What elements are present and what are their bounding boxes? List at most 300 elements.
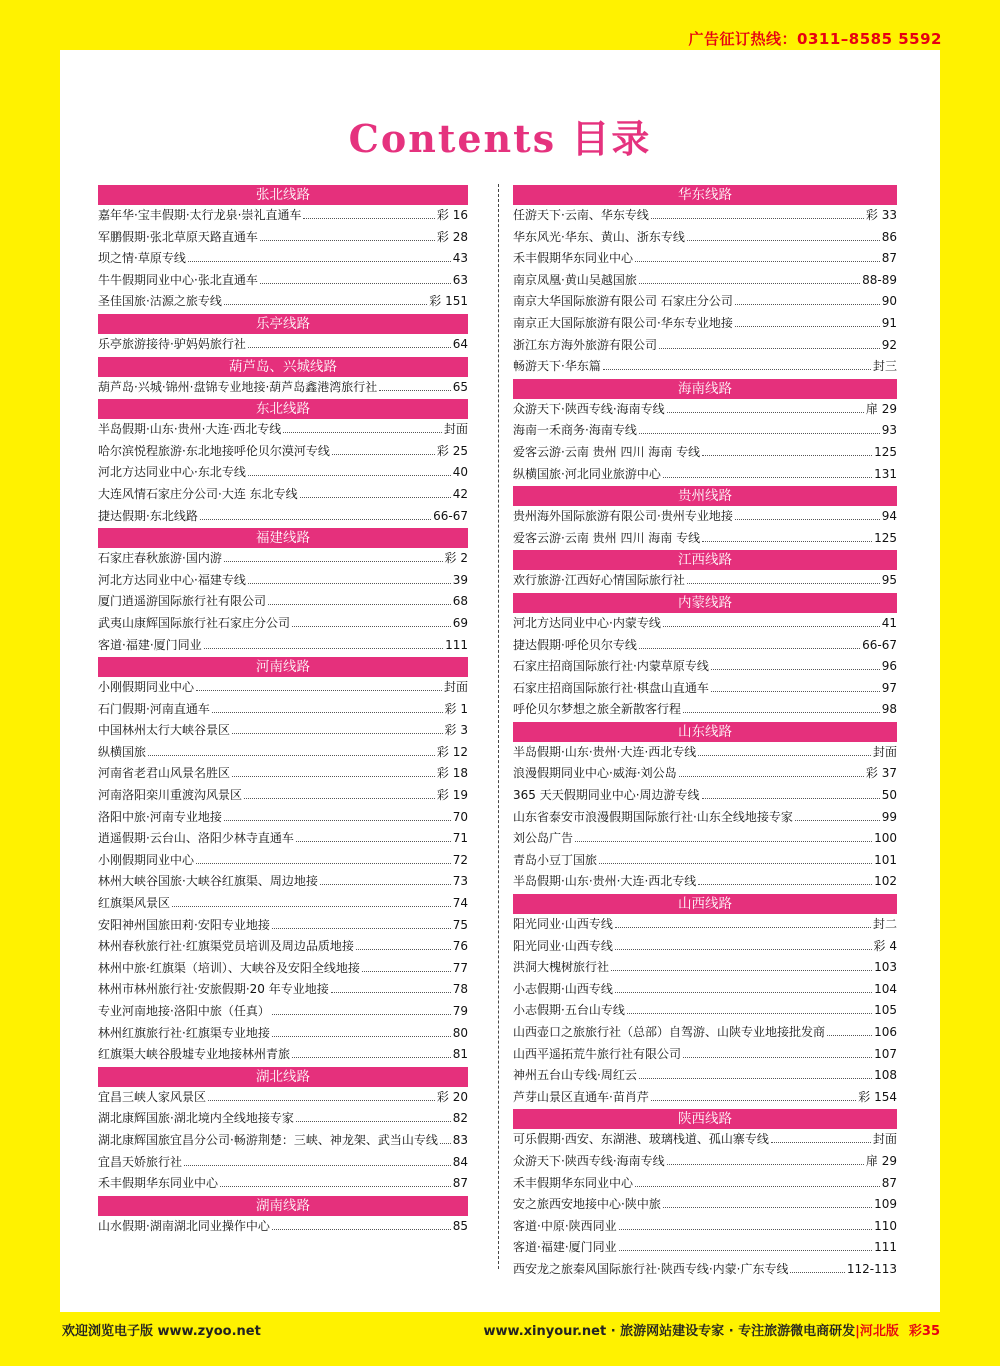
toc-entry-page: 42 [452, 486, 468, 501]
toc-entry-page: 63 [452, 272, 468, 287]
section-header: 乐亭线路 [98, 314, 468, 334]
toc-entry[interactable] [513, 313, 897, 335]
section-header: 湖北线路 [98, 1067, 468, 1087]
toc-entry-name: 禾丰假期华东同业中心 [98, 1176, 219, 1191]
dot-leader [440, 1143, 451, 1144]
toc-entry-page: 彩 37 [865, 766, 897, 781]
toc-entry-name: 纵横国旅 [98, 744, 147, 759]
toc-entry[interactable] [98, 334, 468, 356]
dot-leader [619, 1250, 872, 1251]
toc-entry-name: 哈尔滨悦程旅游·东北地接呼伦贝尔漠河专线 [98, 443, 330, 458]
toc-entry[interactable] [513, 914, 897, 936]
toc-entry-name: 客道·福建·厦门同业 [98, 637, 202, 652]
toc-entry[interactable] [513, 1259, 897, 1281]
toc-entry-page: 73 [452, 874, 468, 889]
toc-entry-page: 彩 2 [444, 551, 468, 566]
toc-entry-name: 专业河南地接·洛阳中旅（任真） [98, 1004, 270, 1018]
toc-entry[interactable] [513, 1216, 897, 1238]
dot-leader [735, 326, 880, 327]
section-header: 海南线路 [513, 379, 897, 399]
section-header: 东北线路 [98, 399, 468, 419]
dot-leader [639, 1078, 872, 1079]
toc-entry-name: 阳光同业·山西专线 [513, 938, 613, 953]
dot-leader [260, 240, 435, 241]
dot-leader [292, 1057, 451, 1058]
dot-leader [619, 1229, 872, 1230]
dot-leader [603, 369, 871, 370]
dot-leader [248, 475, 451, 476]
toc-entry-page: 105 [874, 1003, 897, 1018]
toc-entry[interactable] [513, 656, 897, 678]
toc-entry[interactable] [98, 979, 468, 1001]
toc-entry-page: 彩 19 [436, 788, 468, 803]
toc-entry[interactable] [98, 248, 468, 270]
toc-entry[interactable] [98, 1001, 468, 1023]
toc-entry[interactable] [98, 958, 468, 980]
dot-leader [300, 497, 451, 498]
toc-entry[interactable] [98, 763, 468, 785]
toc-entry[interactable] [98, 828, 468, 850]
toc-entry-page: 66-67 [433, 508, 468, 523]
section-header: 山西线路 [513, 894, 897, 914]
toc-entry[interactable] [98, 1108, 468, 1130]
toc-entry-name: 牛牛假期同业中心·张北直通车 [98, 272, 258, 287]
toc-entry-page: 68 [452, 594, 468, 609]
toc-entry[interactable] [98, 699, 468, 721]
toc-entry-page: 扉 29 [865, 1153, 897, 1168]
toc-entry[interactable] [513, 1087, 897, 1109]
toc-entry-page: 98 [881, 702, 897, 717]
toc-entry-name: 军鹏假期·张北草原天路直通车 [98, 229, 258, 244]
toc-entry-name: 南京大华国际旅游有限公司 石家庄分公司 [513, 294, 733, 309]
toc-entry-name: 厦门逍遥游国际旅行社有限公司 [98, 594, 267, 609]
toc-entry-name: 林州红旗旅行社·红旗渠专业地接 [98, 1025, 270, 1040]
toc-entry-page: 69 [452, 615, 468, 630]
contents-page [60, 50, 940, 1312]
toc-entry[interactable] [513, 785, 897, 807]
toc-entry-page: 102 [874, 874, 897, 889]
toc-entry[interactable] [513, 270, 897, 292]
dot-leader [272, 1229, 451, 1230]
dot-leader [356, 949, 451, 950]
toc-entry-page: 彩 18 [436, 766, 468, 781]
footer-page-number: 彩35 [908, 1324, 940, 1339]
toc-entry-name: 中国林州太行大峡谷景区 [98, 723, 231, 738]
toc-entry-page: 40 [452, 465, 468, 480]
toc-entry[interactable] [98, 893, 468, 915]
toc-entry-name: 河北方达同业中心·内蒙专线 [513, 615, 661, 630]
dot-leader [220, 1186, 451, 1187]
dot-leader [702, 541, 872, 542]
dot-leader [702, 798, 880, 799]
toc-entry-page: 90 [881, 294, 897, 309]
toc-entry-name: 欢行旅游·江西好心情国际旅行社 [513, 573, 685, 588]
toc-entry-page: 108 [874, 1068, 897, 1083]
toc-entry[interactable] [98, 1173, 468, 1195]
dot-leader [208, 1100, 435, 1101]
dot-leader [615, 949, 872, 950]
dot-leader [272, 1014, 451, 1015]
dot-leader [683, 1057, 872, 1058]
toc-entry-name: 客道·福建·厦门同业 [513, 1240, 617, 1255]
toc-entry-name: 半岛假期·山东·贵州·大连·西北专线 [98, 422, 282, 437]
toc-entry-page: 83 [452, 1132, 468, 1147]
toc-entry[interactable] [513, 399, 897, 421]
dot-leader [679, 776, 864, 777]
toc-entry[interactable] [98, 785, 468, 807]
toc-entry-page: 彩 33 [865, 208, 897, 222]
toc-entry[interactable] [513, 613, 897, 635]
toc-entry-name: 河南洛阳栾川重渡沟风景区 [98, 788, 243, 803]
toc-entry-page: 87 [452, 1176, 468, 1191]
dot-leader [196, 863, 451, 864]
toc-entry[interactable] [98, 1044, 468, 1066]
dot-leader [735, 519, 880, 520]
toc-entry[interactable] [513, 957, 897, 979]
toc-entry-page: 彩 151 [429, 294, 468, 309]
toc-entry[interactable] [513, 1000, 897, 1022]
dot-leader [283, 432, 442, 433]
toc-entry-page: 101 [874, 852, 897, 867]
toc-entry-name: 任游天下·云南、华东专线 [513, 208, 649, 222]
toc-entry-name: 捷达假期·呼伦贝尔专线 [513, 637, 637, 652]
toc-entry[interactable] [513, 828, 897, 850]
toc-entry[interactable] [513, 678, 897, 700]
toc-entry[interactable] [513, 871, 897, 893]
toc-entry[interactable] [98, 1152, 468, 1174]
toc-entry[interactable] [513, 1044, 897, 1066]
toc-entry-page: 111 [445, 637, 468, 652]
dot-leader [698, 884, 872, 885]
section-header: 内蒙线路 [513, 593, 897, 613]
dot-leader [663, 1207, 872, 1208]
toc-entry-page: 彩 20 [436, 1089, 468, 1104]
toc-entry-name: 乐亭旅游接待·驴妈妈旅行社 [98, 336, 246, 351]
toc-entry[interactable] [98, 1087, 468, 1109]
dot-leader [827, 1035, 872, 1036]
dot-leader [200, 519, 431, 520]
toc-entry-name: 贵州海外国际旅游有限公司·贵州专业地接 [513, 509, 733, 524]
toc-entry[interactable] [513, 850, 897, 872]
toc-entry[interactable] [513, 1237, 897, 1259]
toc-entry[interactable] [98, 570, 468, 592]
toc-entry-page: 彩 4 [873, 938, 897, 953]
toc-entry[interactable] [513, 699, 897, 721]
section-header: 河南线路 [98, 657, 468, 677]
toc-entry[interactable] [98, 742, 468, 764]
dot-leader [790, 1272, 844, 1273]
toc-entry-name: 逍遥假期·云台山、洛阳少林寺直通车 [98, 831, 294, 846]
toc-entry[interactable] [98, 419, 468, 441]
dot-leader [224, 820, 451, 821]
toc-entry[interactable] [98, 871, 468, 893]
toc-entry[interactable] [98, 484, 468, 506]
toc-entry[interactable] [513, 979, 897, 1001]
toc-entry-name: 爱客云游·云南 贵州 四川 海南 专线 [513, 444, 701, 459]
toc-entry[interactable] [513, 1065, 897, 1087]
dot-leader [272, 1036, 451, 1037]
toc-entry-page: 77 [452, 960, 468, 975]
dot-leader [698, 755, 871, 756]
toc-entry-name: 林州中旅·红旗渠（培训）、大峡谷及安阳全线地接 [98, 960, 360, 975]
dot-leader [232, 733, 443, 734]
toc-entry-name: 石家庄招商国际旅行社·内蒙草原专线 [513, 659, 709, 674]
dot-leader [599, 863, 872, 864]
toc-entry-name: 捷达假期·东北线路 [98, 508, 198, 523]
toc-entry-page: 87 [881, 251, 897, 266]
toc-entry[interactable] [98, 850, 468, 872]
dot-leader [296, 1121, 451, 1122]
page-title: Contents 目录 [348, 116, 652, 161]
toc-entry-name: 湖北康辉国旅·湖北境内全线地接专家 [98, 1111, 294, 1126]
toc-entry-name: 山水假期·湖南湖北同业操作中心 [98, 1218, 270, 1233]
dot-leader [735, 304, 880, 305]
toc-entry-page: 彩 154 [858, 1089, 897, 1104]
dot-leader [615, 927, 871, 928]
toc-entry[interactable] [513, 1022, 897, 1044]
footer-site-slogan[interactable]: www.xinyour.net · 旅游网站建设专家 · 专注旅游微电商研发 [483, 1324, 856, 1339]
toc-entry-name: 可乐假期·西安、东湖港、玻璃栈道、孤山寨专线 [513, 1132, 769, 1147]
toc-entry[interactable] [513, 742, 897, 764]
toc-entry[interactable] [98, 807, 468, 829]
toc-entry[interactable] [513, 763, 897, 785]
toc-entry-name: 西安龙之旅秦风国际旅行社·陕西专线·内蒙·广东专线 [513, 1261, 789, 1276]
toc-entry-page: 65 [452, 379, 468, 394]
section-header: 江西线路 [513, 550, 897, 570]
toc-entry-name: 安之旅西安地接中心·陕中旅 [513, 1197, 661, 1212]
toc-entry[interactable] [513, 248, 897, 270]
toc-entry-page: 74 [452, 896, 468, 911]
toc-entry-page: 彩 28 [436, 229, 468, 244]
toc-entry[interactable] [98, 677, 468, 699]
toc-entry-page: 封三 [872, 359, 897, 374]
toc-entry-name: 河北方达同业中心·东北专线 [98, 465, 246, 480]
toc-entry[interactable] [98, 915, 468, 937]
toc-entry-name: 大连风情石家庄分公司·大连 东北专线 [98, 486, 298, 501]
toc-entry-name: 浪漫假期同业中心·威海·刘公岛 [513, 766, 677, 781]
toc-entry-name: 芦芽山景区直通车·苗肖芹 [513, 1089, 649, 1104]
toc-entry-page: 125 [874, 444, 897, 459]
ad-hotline: 广告征订热线：0311–8585 5592 [688, 30, 942, 48]
dot-leader [260, 283, 451, 284]
toc-entry-name: 宜昌天娇旅行社 [98, 1154, 183, 1169]
toc-entry-page: 64 [452, 336, 468, 351]
dot-leader [639, 648, 860, 649]
toc-entry-name: 南京正大国际旅游有限公司·华东专业地接 [513, 315, 733, 330]
toc-entry-name: 半岛假期·山东·贵州·大连·西北专线 [513, 874, 697, 889]
toc-entry-name: 红旗渠大峡谷殷墟专业地接林州青旅 [98, 1047, 291, 1062]
toc-entry[interactable] [513, 1151, 897, 1173]
section-header: 山东线路 [513, 722, 897, 742]
toc-entry-name: 宜昌三峡人家风景区 [98, 1089, 207, 1104]
dot-leader [651, 218, 864, 219]
toc-entry[interactable] [98, 506, 468, 528]
toc-entry[interactable] [513, 1173, 897, 1195]
dot-leader [683, 712, 880, 713]
toc-entry-name: 小刚假期同业中心 [98, 852, 195, 867]
toc-entry-page: 66-67 [862, 637, 897, 652]
dot-leader [224, 561, 443, 562]
dot-leader [651, 1100, 856, 1101]
toc-entry-page: 85 [452, 1218, 468, 1233]
toc-entry[interactable] [513, 205, 897, 227]
toc-entry[interactable] [513, 291, 897, 313]
toc-entry[interactable] [513, 420, 897, 442]
toc-entry-page: 封面 [443, 680, 468, 695]
toc-entry[interactable] [98, 291, 468, 313]
toc-entry-page: 封面 [872, 1132, 897, 1147]
toc-entry-name: 纵横国旅·河北同业旅游中心 [513, 466, 661, 481]
dot-leader [272, 928, 451, 929]
dot-leader [232, 776, 435, 777]
toc-entry[interactable] [513, 1129, 897, 1151]
section-header: 福建线路 [98, 528, 468, 548]
toc-entry[interactable] [98, 936, 468, 958]
toc-entry[interactable] [98, 1130, 468, 1152]
toc-entry-page: 彩 3 [444, 723, 468, 738]
toc-entry-page: 彩 16 [436, 208, 468, 222]
toc-entry-page: 96 [881, 659, 897, 674]
toc-entry[interactable] [513, 807, 897, 829]
section-header: 陕西线路 [513, 1109, 897, 1129]
toc-entry-name: 浙江东方海外旅游有限公司 [513, 337, 658, 352]
toc-entry-name: 呼伦贝尔梦想之旅全新散客行程 [513, 702, 682, 717]
toc-entry[interactable] [513, 1194, 897, 1216]
toc-entry-page: 79 [452, 1004, 468, 1018]
toc-entry[interactable] [513, 442, 897, 464]
dot-leader [303, 218, 434, 219]
toc-entry-name: 禾丰假期华东同业中心 [513, 1175, 634, 1190]
left-column [98, 184, 468, 1237]
toc-entry-name: 河北方达同业中心·福建专线 [98, 572, 246, 587]
toc-entry[interactable] [513, 936, 897, 958]
toc-entry-name: 圣佳国旅·沽源之旅专线 [98, 294, 222, 309]
toc-entry[interactable] [98, 270, 468, 292]
dot-leader [711, 669, 880, 670]
toc-entry-name: 武夷山康辉国际旅行社石家庄分公司 [98, 615, 291, 630]
toc-entry-page: 81 [452, 1047, 468, 1062]
dot-leader [771, 1142, 871, 1143]
dot-leader [627, 1013, 872, 1014]
toc-entry[interactable] [98, 462, 468, 484]
toc-entry-name: 刘公岛广告 [513, 831, 574, 846]
toc-entry-name: 坝之情·草原专线 [98, 251, 186, 266]
toc-entry-page: 78 [452, 982, 468, 997]
dot-leader [296, 841, 451, 842]
toc-entry-page: 131 [874, 466, 897, 481]
toc-entry-page: 70 [452, 809, 468, 824]
dot-leader [172, 906, 451, 907]
section-header: 华东线路 [513, 185, 897, 205]
dot-leader [362, 971, 451, 972]
toc-entry[interactable] [98, 548, 468, 570]
toc-entry[interactable] [98, 441, 468, 463]
toc-entry-name: 众游天下·陕西专线·海南专线 [513, 401, 665, 416]
section-header: 葫芦岛、兴城线路 [98, 357, 468, 377]
toc-entry-name: 葫芦岛·兴城·锦州·盘锦专业地接·葫芦岛鑫港湾旅行社 [98, 379, 378, 394]
toc-entry-page: 封面 [443, 422, 468, 437]
toc-entry-name: 林州春秋旅行社·红旗渠党员培训及周边品质地接 [98, 939, 354, 954]
dot-leader [184, 1165, 451, 1166]
toc-entry[interactable] [513, 506, 897, 528]
toc-entry-name: 石家庄春秋旅游·国内游 [98, 551, 222, 566]
dot-leader [687, 583, 880, 584]
toc-entry-page: 封二 [872, 917, 897, 932]
toc-entry[interactable] [98, 377, 468, 399]
toc-entry-name: 湖北康辉国旅宜昌分公司·畅游荆楚：三峡、神龙架、武当山专线 [98, 1132, 438, 1147]
toc-entry-name: 众游天下·陕西专线·海南专线 [513, 1153, 665, 1168]
toc-entry-name: 畅游天下·华东篇 [513, 359, 601, 374]
toc-entry-name: 石门假期·河南直通车 [98, 701, 210, 716]
toc-entry-page: 104 [874, 981, 897, 996]
toc-entry[interactable] [98, 613, 468, 635]
toc-entry-name: 洪洞大槐树旅行社 [513, 960, 610, 975]
toc-entry-name: 小志假期·五台山专线 [513, 1003, 625, 1018]
dot-leader [795, 820, 880, 821]
toc-entry[interactable] [513, 335, 897, 357]
dot-leader [635, 1186, 880, 1187]
toc-entry-page: 41 [881, 615, 897, 630]
toc-entry-page: 87 [881, 1175, 897, 1190]
footer-right [484, 1320, 941, 1339]
toc-entry[interactable] [98, 635, 468, 657]
toc-entry[interactable] [98, 205, 468, 227]
toc-entry-page: 84 [452, 1154, 468, 1169]
toc-entry-page: 95 [881, 573, 897, 588]
dot-leader [663, 477, 872, 478]
toc-entry[interactable] [98, 227, 468, 249]
toc-entry[interactable] [98, 1023, 468, 1045]
toc-entry-name: 林州市林州旅行社·安旅假期·20 年专业地接 [98, 982, 329, 997]
toc-entry-name: 神州五台山专线·周红云 [513, 1068, 637, 1083]
toc-entry-name: 华东风光·华东、黄山、浙东专线 [513, 229, 685, 244]
toc-entry[interactable] [513, 227, 897, 249]
footer-ebook-link[interactable]: 欢迎浏览电子版 www.zyoo.net [62, 1324, 261, 1339]
toc-entry-name: 禾丰假期华东同业中心 [513, 251, 634, 266]
toc-entry-page: 彩 1 [444, 701, 468, 716]
dot-leader [331, 992, 451, 993]
toc-entry[interactable] [513, 570, 897, 592]
toc-entry-page: 86 [881, 229, 897, 244]
toc-entry[interactable] [513, 464, 897, 486]
toc-entry-name: 山西平遥拓荒牛旅行社有限公司 [513, 1046, 682, 1061]
toc-entry-name: 南京凤凰·黄山吴越国旅 [513, 272, 637, 287]
toc-entry-page: 76 [452, 939, 468, 954]
toc-entry-page: 72 [452, 852, 468, 867]
toc-entry-name: 林州大峡谷国旅·大峡谷红旗渠、周边地接 [98, 874, 318, 889]
toc-entry-page: 125 [874, 530, 897, 545]
toc-entry-page: 封面 [872, 744, 897, 759]
toc-entry-name: 山东省泰安市浪漫假期国际旅行社·山东全线地接专家 [513, 809, 793, 824]
dot-leader [663, 626, 880, 627]
toc-entry[interactable] [513, 356, 897, 378]
toc-entry[interactable] [513, 528, 897, 550]
toc-entry-name: 海南一禾商务·海南专线 [513, 423, 637, 438]
dot-leader [188, 261, 451, 262]
toc-entry[interactable] [98, 591, 468, 613]
toc-entry[interactable] [98, 1216, 468, 1238]
toc-entry-page: 88-89 [862, 272, 897, 287]
dot-leader [711, 691, 880, 692]
toc-entry[interactable] [98, 720, 468, 742]
toc-entry-page: 71 [452, 831, 468, 846]
toc-entry-name: 红旗渠风景区 [98, 896, 171, 911]
toc-entry[interactable] [513, 635, 897, 657]
dot-leader [332, 454, 435, 455]
toc-entry-page: 103 [874, 960, 897, 975]
toc-entry-page: 39 [452, 572, 468, 587]
dot-leader [659, 348, 880, 349]
